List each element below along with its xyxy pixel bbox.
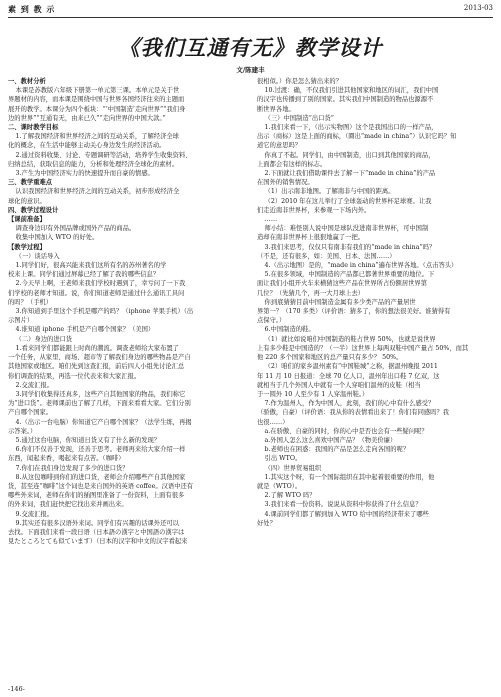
text-line: 示答案。）	[8, 427, 37, 435]
page-number: -146-	[8, 685, 25, 693]
text-line: 4.（出示地图）是的，“made in china”遍布世界各地。（点击答头）	[264, 262, 458, 270]
text-line: 2.交流汇报。	[15, 381, 54, 389]
text-line: 2.下面就让我们借助课件去了解一下“made in china”的产品	[264, 170, 436, 178]
text-line: 一个任务，从家里、商场、超市等了解我们身边的哪些物品是产自	[8, 354, 191, 362]
text-line: （1）出示南非地图。了解南非与中国的距离。	[264, 188, 395, 196]
text-line: 界第一？（170 多类）（评价语：猜多了，你的想法很美好。谁猜得有	[257, 308, 451, 316]
text-line: 1.了解我国经济和世界经济之间的互动关系，了解经济全球	[15, 133, 179, 141]
text-line: 9.交流汇报。	[15, 510, 54, 518]
text-line: 6.你们不仅善于发现，还善于思考。老师再来给大家介绍一样	[15, 446, 186, 454]
text-line: 2.通过资料收集、讨论、专题调研等活动，培养学生收集资料、	[15, 151, 192, 159]
text-line: 其他国家或地区。咱们先到这查汇报，前后四人小组先讨论汇总	[8, 363, 185, 371]
text-line: 为“进口货”。老师课前也了解了几样，下面来看看大家。它们分别	[8, 400, 191, 408]
text-line: 2.了解 WTO 吗？	[264, 492, 316, 500]
text-line: 1.同学们好，很高兴能来我们这所有名的苏州著名的学	[15, 262, 167, 270]
section-heading: 四、教学过程设计	[8, 206, 59, 214]
text-line: 道它的意思吗？	[257, 142, 302, 150]
text-line: 面让我们小组开火车来横猜这些产品在世界所占份额居世界第	[257, 280, 428, 288]
text-line: 很相似。）你是怎么猜出来的？	[257, 78, 343, 85]
text-line: （1）就比如说咱们中国制造的鞋占世界 50%，也就是说世界	[264, 335, 436, 343]
text-line: b.老师也在困惑：我国的产品是怎么走向各国的呢？	[264, 446, 410, 454]
text-line: 就相当于几个外国人中就有一个人穿咱们温州的皮鞋（相当	[257, 381, 421, 389]
text-line: 3.同学们收集得还真多，这些产自其他国家的物品，我们称它	[15, 390, 186, 398]
header-rule	[8, 17, 493, 18]
text-line: 9.其实还有很多汉语外来词。同学们有兴趣的话课外还可以	[15, 519, 179, 527]
section-heading: 二、课时教学目标	[8, 124, 59, 132]
text-line: 他 220 多个国家和地区的总产量只有多少？ 50%。	[257, 354, 403, 362]
text-line: 本课是苏教版六年级下册第一单元第三课。本单元是关于世	[15, 87, 180, 95]
text-line: 3.产生为中国经济实力的快速提升而自豪的情感。	[15, 170, 154, 178]
text-line: 5.通过这台电脑，你知道日货又有了什么新的发现？	[15, 436, 161, 444]
text-line: 的外来词，我们赶快把它找出来并画出来。	[8, 501, 128, 509]
text-line: 10.过渡：确，不仅我们引进其他国家和地区的词汇，我们中国	[264, 87, 439, 95]
text-line: 4.课前同学们都了解到加入 WTO 给中国的经济带来了哪些	[264, 510, 429, 518]
text-line: 东西，闻起来香，喝起来有点苦。（咖啡）	[8, 455, 125, 463]
text-line: 你真了不起。同学们，由中国制造，出口到其他国家的商品，	[264, 151, 435, 159]
text-line: 4.谁知道 iphone 手机是产自哪个国家？（美国）	[15, 326, 155, 334]
text-line: 造却在南非世界杯上很狠地赢了一把。	[257, 234, 365, 242]
right-column	[257, 77, 494, 528]
text-line: 1.我们来看一下，（出示实物图）这个是我国出口的一样产品，	[264, 124, 438, 132]
text-line: ……	[264, 216, 278, 224]
article-author: 文/陈建丰	[236, 66, 265, 74]
text-line: 示图片）	[8, 317, 34, 325]
text-line: 3.你知道到手里这个手机是哪产的吗？（iphone 苹果手机）（出	[15, 308, 194, 316]
text-line: 化的概念，在生活中能够主动关心身边发生的经济活动。	[8, 142, 166, 150]
text-line: 你们调查的结果，再选一位代表来和大家汇报。	[8, 372, 141, 380]
text-line: 归纳总结，获取信息的能力，分析和处理经济全球化的素材。	[8, 160, 179, 168]
text-line: 7.作为温州人，作为中国人，此刻，我们的心中有什么感受？	[264, 400, 435, 408]
text-line: 校来上课。同学们通过屏幕已经了解了我的哪些信息？	[8, 271, 160, 279]
text-line: 们学校的老师才知道。说，你们知道老师是通过什么通讯工具问	[8, 289, 185, 297]
text-line: 货，甚至连“咖啡”这个词也是来自国外的英语 coffee。汉语中还有	[8, 482, 194, 490]
text-line: 球化的意识。	[8, 197, 46, 205]
text-line: 也很……）	[257, 418, 289, 426]
text-line: （骄傲，自豪）（评价语：我从你的表情看出来了！你们有同感吗？我	[257, 409, 450, 417]
text-line: 界题材的内容，而本课是围绕中国与世界各国经济往来的主题而	[8, 96, 185, 104]
text-line: 上有多少鞋是中国造的？（一半）这世界上每两双鞋中国产量占 50%，而其	[257, 344, 469, 352]
text-line: 8.从这包咖啡到你们的进口货，老师会介绍哪些产自其他国家	[15, 473, 186, 481]
text-line: 6.中国制造的鞋。	[264, 326, 315, 334]
text-line: 見たところとても似ています）（日本的汉字和中文的汉字看起来	[8, 538, 188, 546]
section-heading: 【教学过程】	[8, 243, 46, 251]
text-line: 们走近南非世界杯，来参观一下场内外。	[257, 206, 371, 214]
issue-date: 2013-03	[463, 4, 493, 12]
magazine-name: 素 到 教 示	[8, 4, 56, 14]
text-line: 边的世界”“互通有无，由来已久”“走向世界的中国大款。”	[8, 114, 166, 122]
text-line: （二）身边的进口货	[15, 335, 73, 343]
text-line: 点保守。）	[257, 317, 286, 325]
text-line: （三）中国制造“出口货”	[264, 114, 334, 122]
text-line: 断世界各地。	[257, 105, 295, 113]
page-header	[8, 4, 493, 18]
section-heading: 【课前准备】	[8, 216, 46, 224]
text-line: 年 11 月 10 日报道：全球 70 亿人口，温州年出口鞋 7 亿双，这	[257, 372, 440, 380]
text-line: 4.（出示一台电脑）你知道它产自哪个国家？（法学生练，再揭	[15, 418, 192, 426]
text-line: （不是，还有很多，如：美国、日本、法国……）	[257, 252, 396, 260]
text-line: （2）咱们的家乡温州素有“中国鞋城”之称，据温州晚报 2011	[264, 363, 438, 371]
text-line: 好处？	[257, 519, 276, 527]
text-line: 7.你们在我们身边发现了多少的进口货？	[15, 464, 129, 472]
text-line: 你到底猜猜目前中国制造金属有多少类产品的产量居世	[264, 298, 416, 306]
text-line: （2）2010 年在这儿举行了全球轰动的世界杯足球赛。让我	[264, 197, 432, 205]
text-line: 3.我们来思考，仅仅只有南非有我们的“made in china”吗？	[264, 243, 436, 251]
text-line: 产自哪个国家。	[8, 409, 53, 417]
text-line: 于一圆外 10 人至少有 1 人穿温州鞋。）	[257, 390, 369, 398]
text-line: 调查身边印有外国品牌或国外产品的商品。	[15, 225, 136, 233]
text-line: 哪些外来词，老师在你们的插图里准备了一份资料，上面有很多	[8, 492, 185, 500]
text-line: 的汉字也传播到了别的国家。其实我们中国制造的物品也源源不	[257, 96, 434, 104]
text-line: 在国外的销售情况。	[257, 179, 314, 187]
text-line: 出示（商标）这是上面的商标，（圈出“made in china”）认识它吗？知	[257, 133, 457, 141]
article-title: 《我们互通有无》教学设计	[118, 35, 383, 60]
text-line: 2.今天早上啊，王老师来我们学校时遇到了，幸亏问了一下我	[15, 280, 186, 288]
text-line: 的吗？（手机）	[8, 298, 53, 306]
section-heading: 一、教材分析	[8, 78, 46, 85]
text-line: 3.我们来看一份资料。说说从资料中你获得了什么信息？	[264, 501, 422, 509]
text-line: a.外国人怎么这么喜欢中国产品？（物美价廉）	[264, 436, 397, 444]
text-line: 1.看来同学们都能跟上时尚的潮流。调查老师给大家布置了	[15, 344, 179, 352]
text-line: 上面都会有这样的标志。	[257, 160, 327, 168]
section-heading: 三、教学重难点	[8, 179, 53, 187]
text-line: 几位？（先猜几个，再一大月球上去）	[257, 289, 365, 297]
left-column	[8, 77, 244, 546]
text-line: 引出 WTO。	[264, 455, 302, 463]
text-line: a.在骄傲、自豪的同时，你的心中是否也会有一些疑问呢？	[264, 427, 428, 435]
text-line: 5.在很多领域，中国制造的产品都已都著世界重要的地位。下	[264, 271, 435, 279]
text-line: 去找。下面我们来看一段日语（日本語の漢字と中国語の漢字は	[8, 528, 185, 536]
text-line: 就是（WTO）。	[257, 482, 302, 490]
text-line: 认识我国经济和世界经济之间的互动关系，初步形成经济全	[15, 188, 180, 196]
text-line: 展开的教学。本课分为四个板块：“‘中国制造’走向世界”“我们身	[8, 105, 186, 113]
text-line: 收集中国加入 WTO 的好处。	[15, 234, 99, 242]
text-line: 师小结：难怪别人说中国是球队没进南非世界杯，可中国制	[264, 225, 429, 233]
text-line: （一）谈话导入	[15, 252, 60, 260]
text-line: （四）世界贸易组织	[264, 464, 322, 472]
text-line: 1.其实这个呀，有一个国际组织在其中起着很重要的作用，他	[264, 473, 435, 481]
